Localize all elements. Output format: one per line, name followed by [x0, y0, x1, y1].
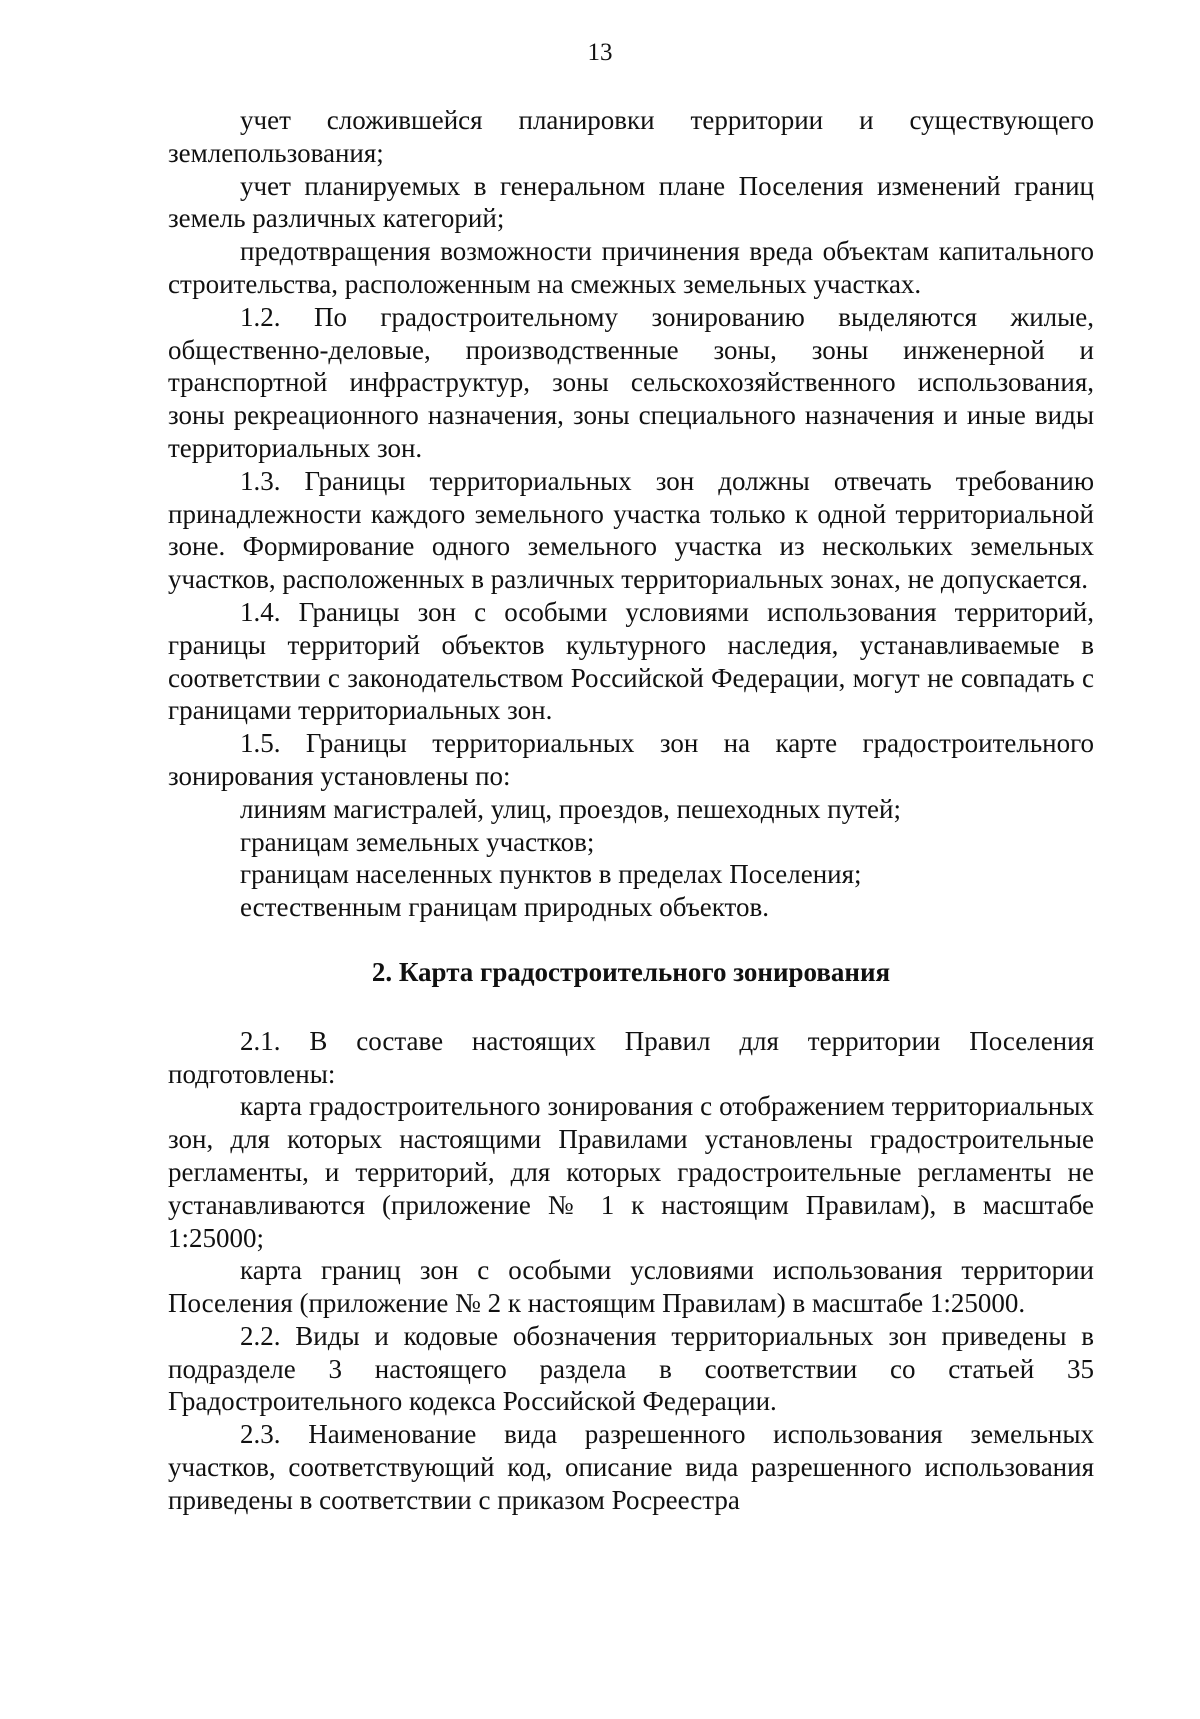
- paragraph: 2.3. Наименование вида разрешенного использования земельных участков, соответствующий код, описание вида разрешенного использования приведены в соответствии с приказом Росреестра: [168, 1419, 1094, 1515]
- paragraph: 1.5. Границы территориальных зон на карте градостроительного зонирования установлены по:: [168, 728, 1094, 791]
- paragraph: учет планируемых в генеральном плане Поселения изменений границ земель различных категорий;: [168, 170, 1094, 234]
- list-item: границам населенных пунктов в пределах Поселения;: [240, 859, 862, 890]
- paragraph: карта градостроительного зонирования с отображением территориальных зон, для которых настоящими Правилами установлены градостроительные регламенты, и территорий, для которых градостроительные регламенты не устанавливаются (приложение № 1 к настоящим Правилам), в масштабе 1:25000;: [168, 1091, 1094, 1253]
- paragraph: 1.3. Границы территориальных зон должны отвечать требованию принадлежности каждого земельного участка только к одной территориальной зоне. Формирование одного земельного участка из нескольких земельных участков, расположенных в различных территориальных зонах, не допускается.: [168, 465, 1094, 595]
- section-title: 2. Карта градостроительного зонирования: [371, 956, 891, 987]
- paragraph: предотвращения возможности причинения вреда объектам капитального строительства, расположенным на смежных земельных участках.: [168, 236, 1094, 299]
- paragraph: 1.4. Границы зон с особыми условиями использования территорий, границы территорий объектов культурного наследия, устанавливаемые в соответствии с законодательством Российской Федерации, могут не совпадать с границами территориальных зон.: [168, 596, 1094, 726]
- paragraph: учет сложившейся планировки территории и существующего землепользования;: [168, 105, 1094, 168]
- paragraph: 1.2. По градостроительному зонированию выделяются жилые, общественно-деловые, производственные зоны, зоны инженерной и транспортной инфраструктур, зоны сельскохозяйственного использования, зоны рекреационного назначения, зоны специального назначения и иные виды территориальных зон.: [168, 301, 1094, 463]
- page-number: 13: [587, 39, 613, 66]
- list-item: линиям магистралей, улиц, проездов, пешеходных путей;: [240, 793, 901, 824]
- paragraph: карта границ зон с особыми условиями использования территории Поселения (приложение № 2 к настоящим Правилам) в масштабе 1:25000.: [168, 1255, 1094, 1319]
- list-item: границам земельных участков;: [240, 826, 595, 857]
- list-item: естественным границам природных объектов.: [240, 892, 769, 923]
- paragraph: 2.1. В составе настоящих Правил для территории Поселения подготовлены:: [168, 1025, 1094, 1089]
- document-body: [168, 104, 1094, 1517]
- paragraph: 2.2. Виды и кодовые обозначения территориальных зон приведены в подразделе 3 настоящего раздела в соответствии со статьей 35 Градостроительного кодекса Российской Федерации.: [168, 1320, 1094, 1417]
